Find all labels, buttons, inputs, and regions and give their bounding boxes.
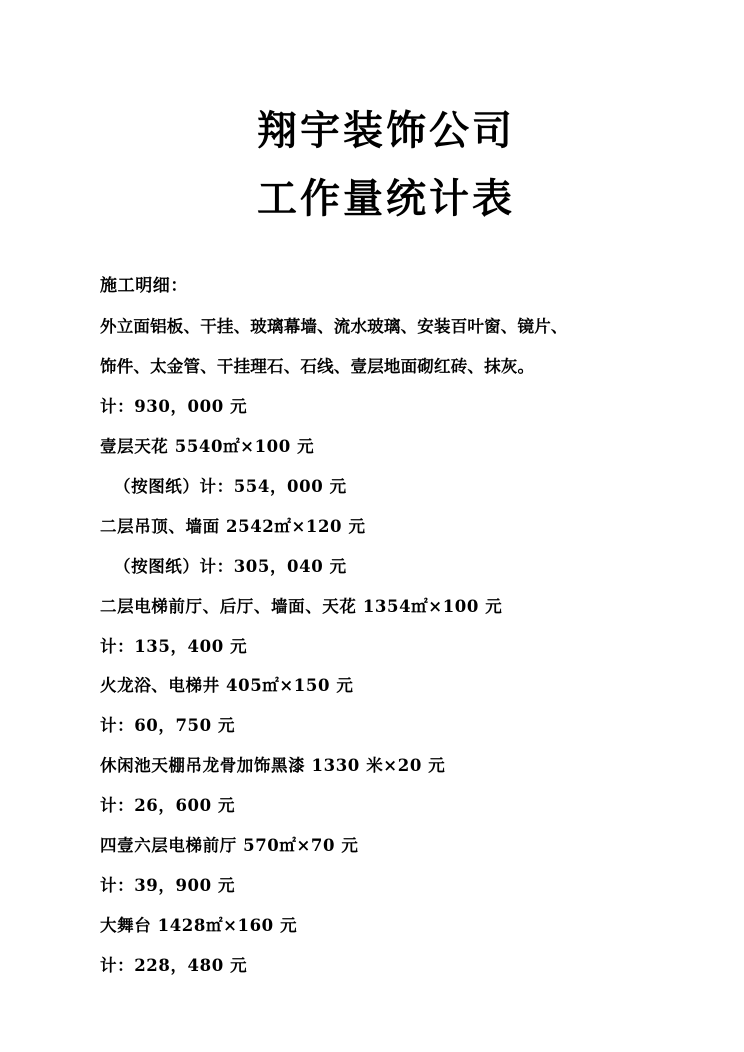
detail-line: 计：39，900 元 xyxy=(100,876,236,896)
detail-line: 四壹六层电梯前厅 570㎡×70 元 xyxy=(100,836,359,856)
detail-line: 壹层天花 5540㎡×100 元 xyxy=(100,436,315,456)
detail-line: 饰件、太金管、干挂理石、石线、壹层地面砌红砖、抹灰。 xyxy=(100,357,535,377)
detail-line: （按图纸）计：305，040 元 xyxy=(114,556,347,576)
title-line-1: 翔宇装饰公司 xyxy=(257,107,515,154)
detail-line: 计：26，600 元 xyxy=(100,796,236,816)
section-label: 施工明细： xyxy=(100,276,188,296)
detail-line: （按图纸）计：554，000 元 xyxy=(114,476,347,496)
title-line-2: 工作量统计表 xyxy=(257,175,515,222)
detail-line: 二层电梯前厅、后厅、墙面、天花 1354㎡×100 元 xyxy=(100,596,503,616)
detail-line: 计：60，750 元 xyxy=(100,716,236,736)
detail-line: 计：930，000 元 xyxy=(100,396,248,416)
detail-line: 计：135，400 元 xyxy=(100,636,248,656)
document-body xyxy=(100,266,672,986)
detail-line: 二层吊顶、墙面 2542㎡×120 元 xyxy=(100,516,366,536)
detail-line: 外立面铝板、干挂、玻璃幕墙、流水玻璃、安装百叶窗、镜片、 xyxy=(100,317,568,337)
detail-line: 大舞台 1428㎡×160 元 xyxy=(100,915,298,935)
page-title xyxy=(100,100,672,230)
detail-line: 计：228，480 元 xyxy=(100,955,248,975)
detail-line: 休闲池天棚吊龙骨加饰黑漆 1330 米×20 元 xyxy=(100,756,446,776)
detail-line: 火龙浴、电梯井 405㎡×150 元 xyxy=(100,676,354,696)
